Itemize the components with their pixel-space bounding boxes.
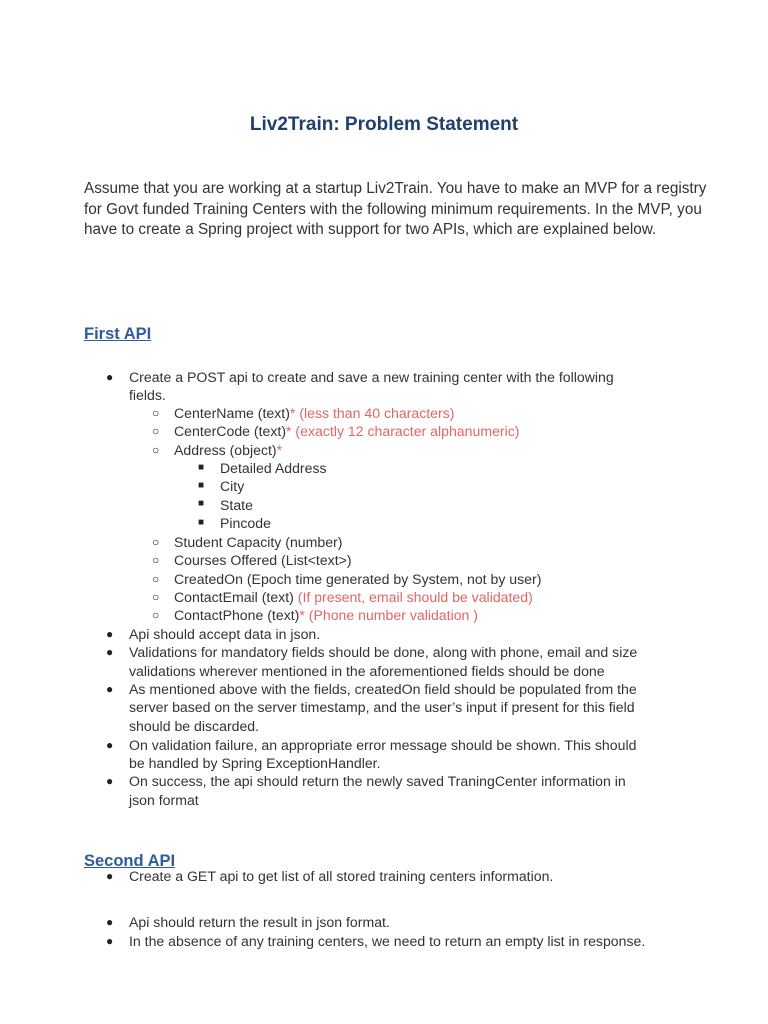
list-item: As mentioned above with the fields, createdOn field should be populated from the [129,681,637,697]
field-contactemail: ContactEmail (text) (If present, email should be validated) [174,589,533,605]
field-createdon: CreatedOn (Epoch time generated by System, not by user) [174,571,542,587]
field-courses: Courses Offered (List<text>) [174,552,352,568]
list-item: Create a GET api to get list of all stored training centers information. [129,868,554,884]
list-item: Api should accept data in json. [129,626,321,642]
square-bullet-icon: ■ [198,480,205,491]
list-item: On validation failure, an appropriate error message should be shown. This should [129,737,637,753]
bullet-icon: ● [106,869,114,883]
circle-bullet-icon: ○ [152,406,160,420]
list-item-cont: be handled by Spring ExceptionHandler. [129,755,381,771]
bullet-icon: ● [106,627,114,641]
circle-bullet-icon: ○ [152,553,160,567]
list-item: In the absence of any training centers, we need to return an empty list in response. [129,933,646,949]
field-address: Address (object)* [174,442,283,458]
address-part: Pincode [220,515,271,531]
bullet-icon: ● [106,738,114,752]
list-item: Api should return the result in json format. [129,914,390,930]
list-item-cont: server based on the server timestamp, and the user’s input if present for this field [129,699,635,715]
first-api-heading: First API [84,325,152,343]
list-item-cont: json format [129,792,199,808]
bullet-icon: ● [106,934,114,948]
field-centername: CenterName (text)* (less than 40 characters) [174,405,455,421]
list-item-cont: validations wherever mentioned in the aforementioned fields should be done [129,663,605,679]
bullet-icon: ● [106,915,114,929]
circle-bullet-icon: ○ [152,424,160,438]
bullet-icon: ● [106,682,114,696]
list-item: Validations for mandatory fields should be done, along with phone, email and size [129,644,638,660]
document-title: Liv2Train: Problem Statement [249,114,519,135]
circle-bullet-icon: ○ [152,443,160,457]
bullet-icon: ● [106,370,114,384]
square-bullet-icon: ■ [198,517,205,528]
intro-paragraph: Assume that you are working at a startup Liv2Train. You have to make an MVP for a registry for Govt funded Training Centers with the following minimum requirements. In the MVP, you have to create a Spring project with support for two APIs, which are explained below. [84,180,707,238]
square-bullet-icon: ■ [198,498,205,509]
bullet-icon: ● [106,774,114,788]
address-part: State [220,497,253,513]
circle-bullet-icon: ○ [152,572,160,586]
circle-bullet-icon: ○ [152,608,160,622]
list-item: On success, the api should return the newly saved TraningCenter information in [129,773,626,789]
field-contactphone: ContactPhone (text)* (Phone number validation ) [174,607,478,623]
square-bullet-icon: ■ [198,462,205,473]
list-item-cont: should be discarded. [129,718,260,734]
address-part: Detailed Address [220,460,327,476]
list-item-cont: fields. [129,387,166,403]
second-api-heading: Second API [84,852,176,870]
circle-bullet-icon: ○ [152,590,160,604]
field-capacity: Student Capacity (number) [174,534,343,550]
circle-bullet-icon: ○ [152,535,160,549]
address-part: City [220,478,245,494]
list-item: Create a POST api to create and save a new training center with the following [129,369,614,385]
bullet-icon: ● [106,645,114,659]
field-centercode: CenterCode (text)* (exactly 12 character alphanumeric) [174,423,520,439]
